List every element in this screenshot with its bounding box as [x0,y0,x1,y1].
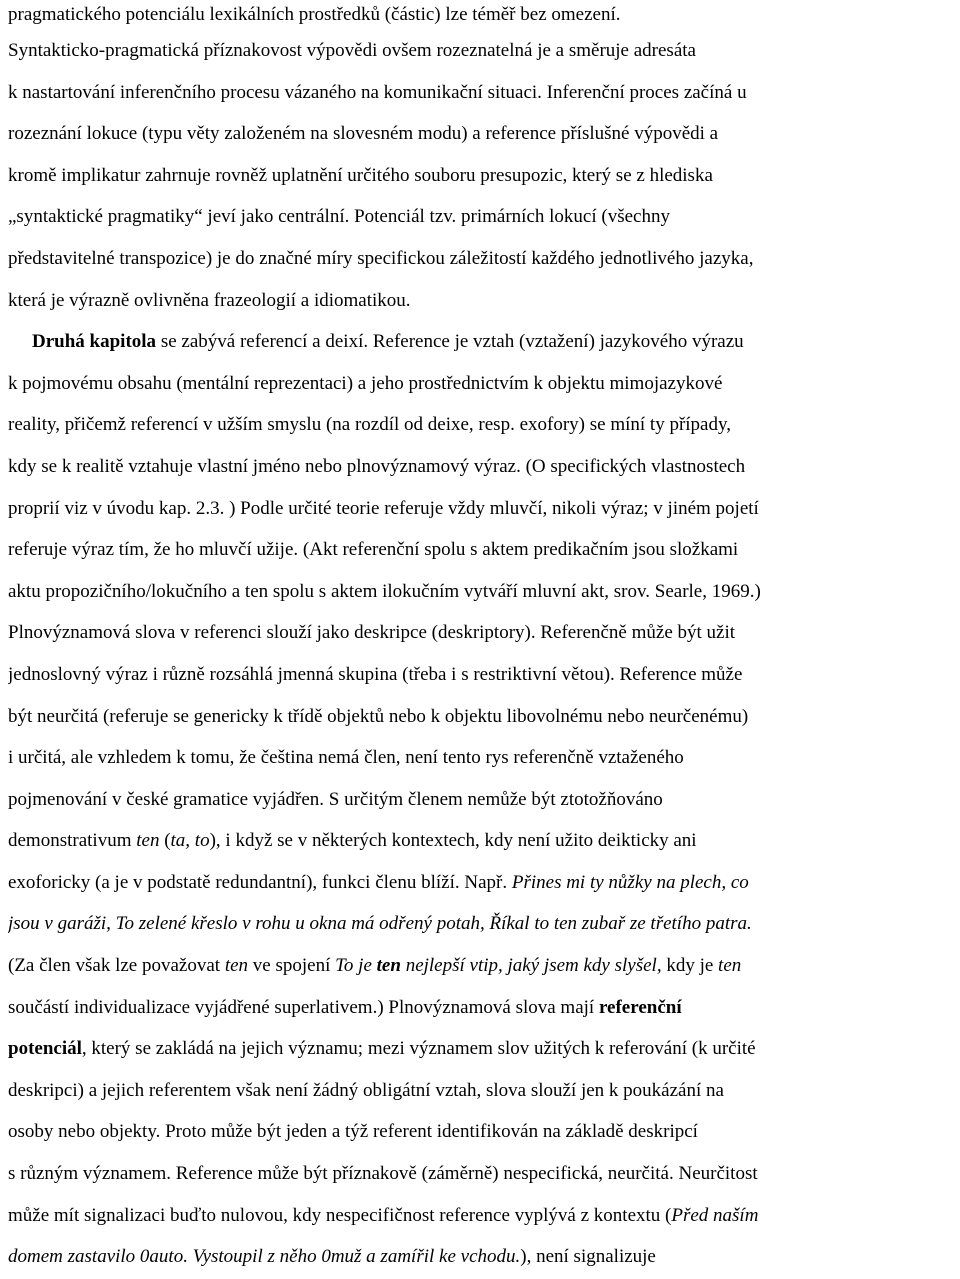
text-run: součástí individualizace vyjádřené superlativem.) Plnovýznamová slova mají [8,996,599,1018]
text-run: s různým významem. Reference může být příznakově (záměrně) nespecifická, neurčitá. Neurčitost [8,1163,758,1185]
text-run: kdy se k realitě vztahuje vlastní jméno nebo plnovýznamový výraz. (O specifických vlastnostech [8,455,746,477]
text-run: ), i když se v některých kontextech, kdy není užito deikticky ani [209,830,697,852]
text-line [8,280,952,322]
text-line [8,1070,952,1112]
text-line [8,987,952,1029]
text-line [8,696,952,738]
text-line [8,404,952,446]
text-run: představitelné transpozice) je do značné míry specifickou záležitostí každého jednotlivého jazyka, [8,247,754,269]
text-line [8,1111,952,1153]
text-run: se zabývá referencí a deixí. Reference je vztah (vztažení) jazykového výrazu [156,331,744,353]
text-line [8,238,952,280]
emphasized-text: ta, to [170,830,210,852]
text-line [8,1028,952,1070]
emphasized-text: ten [224,955,249,977]
text-run: rozeznání lokuce (typu věty založeném na slovesném modu) a reference příslušné výpovědi a [8,123,719,145]
text-line [8,363,952,405]
text-line [8,737,952,779]
text-line [8,654,952,696]
text-run: která je výrazně ovlivněna frazeologií a idiomatikou. [8,289,411,311]
emphasized-text: domem zastavilo 0auto. Vystoupil z něho 0muž a zamířil ke vchodu. [8,1246,521,1268]
emphasized-text: Před naším [671,1204,759,1226]
text-run: ve spojení [248,955,336,977]
text-line [8,1153,952,1195]
emphasized-text: Druhá kapitola [32,331,157,353]
text-line [8,862,952,904]
text-run: i určitá, ale vzhledem k tomu, že čeština nemá člen, není tento rys referenčně vztaženého [8,747,684,769]
emphasized-text: jsou v garáži, To zelené křeslo v rohu u okna má odřený potah, Říkal to ten zubař ze třetího patra. [8,913,752,935]
text-line [8,903,952,945]
text-line [8,113,952,155]
text-run: kromě implikatur zahrnuje rovněž uplatnění určitého souboru presupozic, který se z hlediska [8,164,713,186]
text-line [8,321,952,363]
text-run: pojmenování v české gramatice vyjádřen. S určitým členem nemůže být ztotožňováno [8,788,663,810]
text-run: exoforicky (a je v podstatě redundantní), funkci členu blíží. Např. [8,871,512,893]
text-line [8,1236,952,1278]
emphasized-text: potenciál [8,1038,82,1060]
text-line [8,0,952,30]
emphasized-text: ten [718,955,742,977]
text-line [8,196,952,238]
text-run: k nastartování inferenčního procesu vázaného na komunikační situaci. Inferenční proces začíná u [8,81,747,103]
text-run: osoby nebo objekty. Proto může být jeden a týž referent identifikován na základě deskripcí [8,1121,698,1143]
text-run: , který se zakládá na jejich významu; mezi významem slov užitých k referování (k určité [81,1038,756,1060]
text-run: reality, přičemž referencí v užším smyslu (na rozdíl od deixe, resp. exofory) se míní ty případy, [8,414,731,436]
emphasized-text: To je [335,955,377,977]
text-run: deskripci) a jejich referentem však není žádný obligátní vztah, slova slouží jen k poukázání na [8,1079,724,1101]
text-run: k pojmovému obsahu (mentální reprezentaci) a jeho prostřednictvím k objektu mimojazykové [8,372,723,394]
text-run: demonstrativum [8,830,137,852]
text-line [8,945,952,987]
text-run: Plnovýznamová slova v referenci slouží jako deskripce (deskriptory). Referenčně může být užit [8,622,736,644]
text-run: být neurčitá (referuje se genericky k třídě objektů nebo k objektu libovolnému nebo neurčenému) [8,705,749,727]
text-line [8,779,952,821]
emphasized-text: nejlepší vtip, jaký jsem kdy slyšel, [400,955,662,977]
text-line [8,488,952,530]
text-run: (Za člen však lze považovat [8,955,225,977]
emphasized-text: referenční [598,996,682,1018]
text-line [8,155,952,197]
emphasized-text: ten [376,955,401,977]
text-line [8,72,952,114]
text-line [8,820,952,862]
text-run: jednoslovný výraz i různě rozsáhlá jmenná skupina (třeba i s restriktivní větou). Reference může [8,663,743,685]
text-run: proprií viz v úvodu kap. 2.3. ) Podle určité teorie referuje vždy mluvčí, nikoli výraz; v jiném pojetí [8,497,759,519]
text-run: ( [159,830,171,852]
text-run: kdy je [661,955,719,977]
text-run: referuje výraz tím, že ho mluvčí užije. (Akt referenční spolu s aktem predikačním jsou složkami [8,539,739,561]
emphasized-text: Přines mi ty nůžky na plech, co [511,871,749,893]
text-run: aktu propozičního/lokučního a ten spolu s aktem ilokučním vytváří mluvní akt, srov. Searle, 1969.) [8,580,761,602]
text-line [8,612,952,654]
text-run: pragmatického potenciálu lexikálních prostředků (částic) lze téměř bez omezení. [8,4,621,25]
text-line [8,1195,952,1237]
text-line [8,446,952,488]
text-run: „syntaktické pragmatiky“ jeví jako centrální. Potenciál tzv. primárních lokucí (všechny [8,206,670,228]
text-run: Syntakticko-pragmatická příznakovost výpovědi ovšem rozeznatelná je a směruje adresáta [8,40,696,61]
text-line [8,529,952,571]
text-run: může mít signalizaci buďto nulovou, kdy nespecifičnost reference vyplývá z kontextu ( [8,1204,672,1226]
text-line [8,30,952,72]
emphasized-text: ten [136,830,160,852]
text-run: ), není signalizuje [520,1246,656,1268]
text-line [8,571,952,613]
